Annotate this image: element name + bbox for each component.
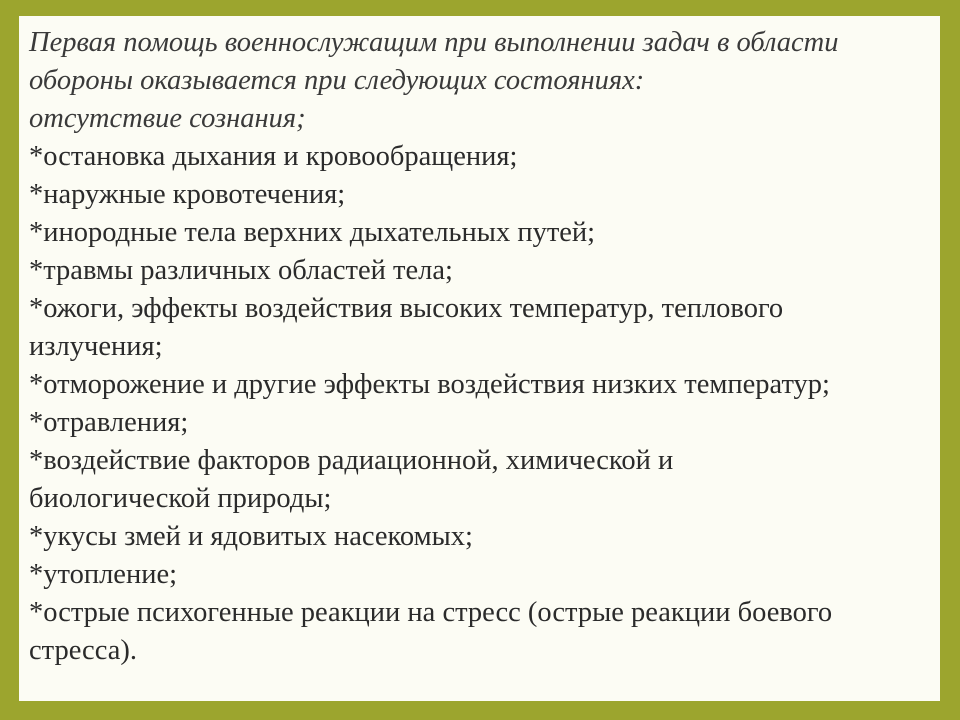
list-item-line: *острые психогенные реакции на стресс (острые реакции боевого [29, 597, 833, 628]
list-item-line: *инородные тела верхних дыхательных путей; [29, 217, 596, 248]
list-item-line: *травмы различных областей тела; [29, 255, 453, 286]
slide-body-text [29, 24, 940, 670]
intro-line: обороны оказывается при следующих состояниях: [29, 65, 645, 96]
list-item-line: *наружные кровотечения; [29, 179, 346, 210]
list-item-line: *остановка дыхания и кровообращения; [29, 141, 518, 172]
slide-text-panel [19, 16, 940, 701]
list-item-line: биологической природы; [29, 483, 332, 514]
list-item-line: излучения; [29, 331, 163, 362]
list-item-line: *укусы змей и ядовитых насекомых; [29, 521, 473, 552]
list-item-line: *ожоги, эффекты воздействия высоких температур, теплового [29, 293, 784, 324]
list-item-line: *воздействие факторов радиационной, химической и [29, 445, 674, 476]
list-item-line: *отравления; [29, 407, 189, 438]
intro-line: Первая помощь военнослужащим при выполнении задач в области [29, 27, 839, 58]
list-item-line: *отморожение и другие эффекты воздействия низких температур; [29, 369, 830, 400]
intro-line: отсутствие сознания; [29, 103, 306, 134]
list-item-line: *утопление; [29, 559, 178, 590]
list-item-line: стресса). [29, 635, 137, 666]
